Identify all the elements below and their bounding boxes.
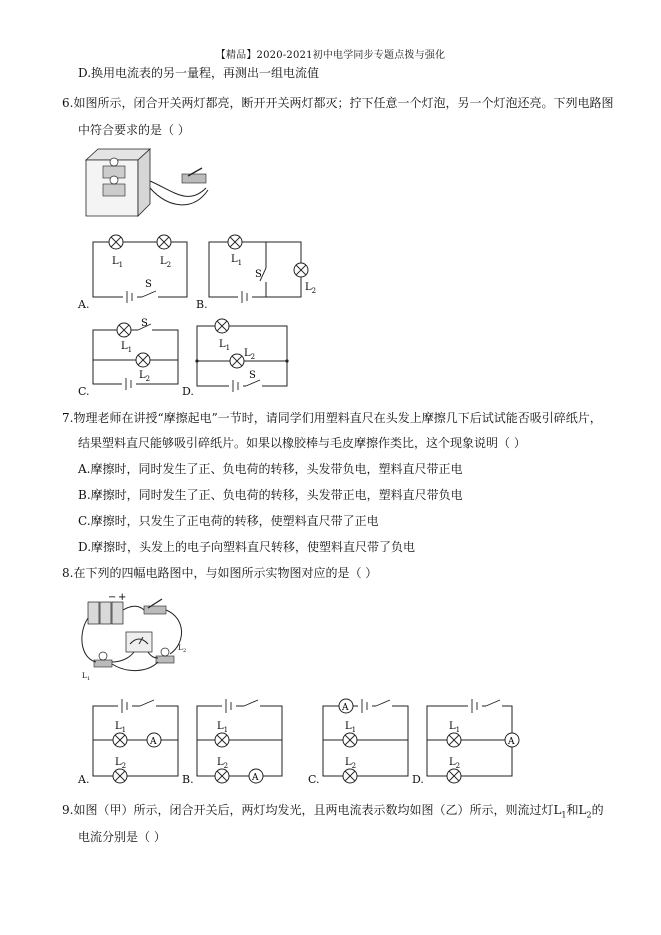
svg-text:L1: $L_1$ [345, 721, 357, 734]
svg-text:L1: $L_1$ [449, 721, 461, 734]
svg-text:S: S [249, 370, 256, 381]
svg-text:−: − [108, 592, 117, 603]
question-7-option-c: C.摩擦时，只发生了正电荷的转移，使塑料直尺带了正电 [78, 514, 379, 528]
q6-option-d-circuit [194, 318, 294, 390]
prev-option-d: D.换用电流表的另一量程，再测出一组电流值 [78, 66, 320, 80]
q8-option-a-circuit [90, 694, 185, 779]
svg-text:L2: $L_2$ [305, 282, 317, 295]
q8-physical-figure [78, 588, 193, 680]
q6-option-a-circuit [90, 234, 195, 304]
q6-label-c: C. [78, 385, 90, 398]
question-8-line: 8.在下列的四幅电路图中，与如图所示实物图对应的是（ ） [62, 566, 378, 580]
svg-text:L2: $L_2$ [345, 757, 357, 770]
question-9-line2: 电流分别是（ ） [78, 830, 166, 844]
svg-text:L1: $L_1$ [115, 721, 127, 734]
svg-text:A: A [150, 737, 157, 747]
q8-option-d-circuit [424, 694, 524, 779]
question-7-option-d: D.摩擦时，头发上的电子向塑料直尺转移，使塑料直尺带了负电 [78, 540, 416, 554]
svg-text:S: S [141, 318, 148, 329]
q8-option-b-circuit [194, 694, 289, 783]
question-7-line2: 结果塑料直尺能够吸引碎纸片。如果以橡胶棒与毛皮摩擦作类比，这个现象说明（ ） [78, 436, 526, 450]
q6-label-a: A. [78, 298, 90, 311]
q6-physical-figure [78, 146, 218, 221]
q9-text-mid: 和L [566, 803, 587, 817]
question-9-line1 [62, 801, 604, 819]
question-6-line1: 6.如图所示，闭合开关两灯都亮，断开开关两灯都灭；拧下任意一个灯泡，另一个灯泡还亮。下列电路图 [62, 96, 614, 110]
question-7-option-a: A.摩擦时，同时发生了正、负电荷的转移，头发带负电，塑料直尺带正电 [78, 462, 463, 476]
svg-text:L1: $L_1$ [217, 721, 229, 734]
q8-label-b: B. [182, 773, 194, 786]
q9-sub-2: 2 [586, 810, 592, 820]
svg-text:+: + [118, 592, 127, 603]
svg-text:L2: $L_2$ [115, 757, 127, 770]
q6-option-b-circuit [206, 234, 316, 304]
q6-option-c-circuit [90, 318, 185, 390]
svg-text:2: 2 [183, 648, 187, 654]
q6-label-d: D. [182, 385, 194, 398]
q9-text-end: 的 [591, 803, 604, 817]
question-6-line2: 中符合要求的是（ ） [78, 123, 190, 137]
page-header: 【精品】2020-2021初中电学同步专题点拨与强化 [215, 50, 446, 61]
svg-text:L2: $L_2$ [217, 757, 229, 770]
q6-label-b: B. [196, 298, 208, 311]
question-7-option-b: B.摩擦时，同时发生了正、负电荷的转移，头发带正电，塑料直尺带负电 [78, 488, 463, 502]
svg-text:1: 1 [87, 676, 91, 682]
svg-text:A: A [252, 773, 259, 783]
q9-text-a: 9.如图（甲）所示，闭合开关后，两灯均发光，且两电流表示数均如图（乙）所示，则流过灯L [62, 803, 562, 817]
svg-text:L2: $L_2$ [244, 348, 256, 361]
svg-text:L1: $L_1$ [121, 341, 133, 354]
q9-sub-1: 1 [561, 810, 567, 820]
svg-text:L1: $L_1$ [112, 256, 124, 269]
svg-text:L1: $L_1$ [231, 254, 243, 267]
q8-option-c-circuit [320, 694, 415, 779]
svg-text:L2: $L_2$ [160, 256, 172, 269]
svg-text:S: S [255, 269, 262, 280]
question-7-line1: 7.物理老师在讲授“摩擦起电”一节时，请同学们用塑料直尺在头发上摩擦几下后试试能否吸引碎纸片， [62, 411, 602, 425]
q8-label-a: A. [78, 773, 90, 786]
svg-text:S: S [145, 279, 152, 290]
svg-text:L: L [178, 644, 183, 652]
svg-text:L1: $L_1$ [219, 339, 231, 352]
svg-text:L: L [82, 672, 87, 680]
svg-text:L2: $L_2$ [139, 370, 151, 383]
q8-label-c: C. [308, 773, 320, 786]
svg-text:L2: $L_2$ [449, 757, 461, 770]
svg-text:A: A [342, 703, 349, 713]
svg-text:A: A [508, 737, 515, 747]
q8-label-d: D. [412, 773, 424, 786]
